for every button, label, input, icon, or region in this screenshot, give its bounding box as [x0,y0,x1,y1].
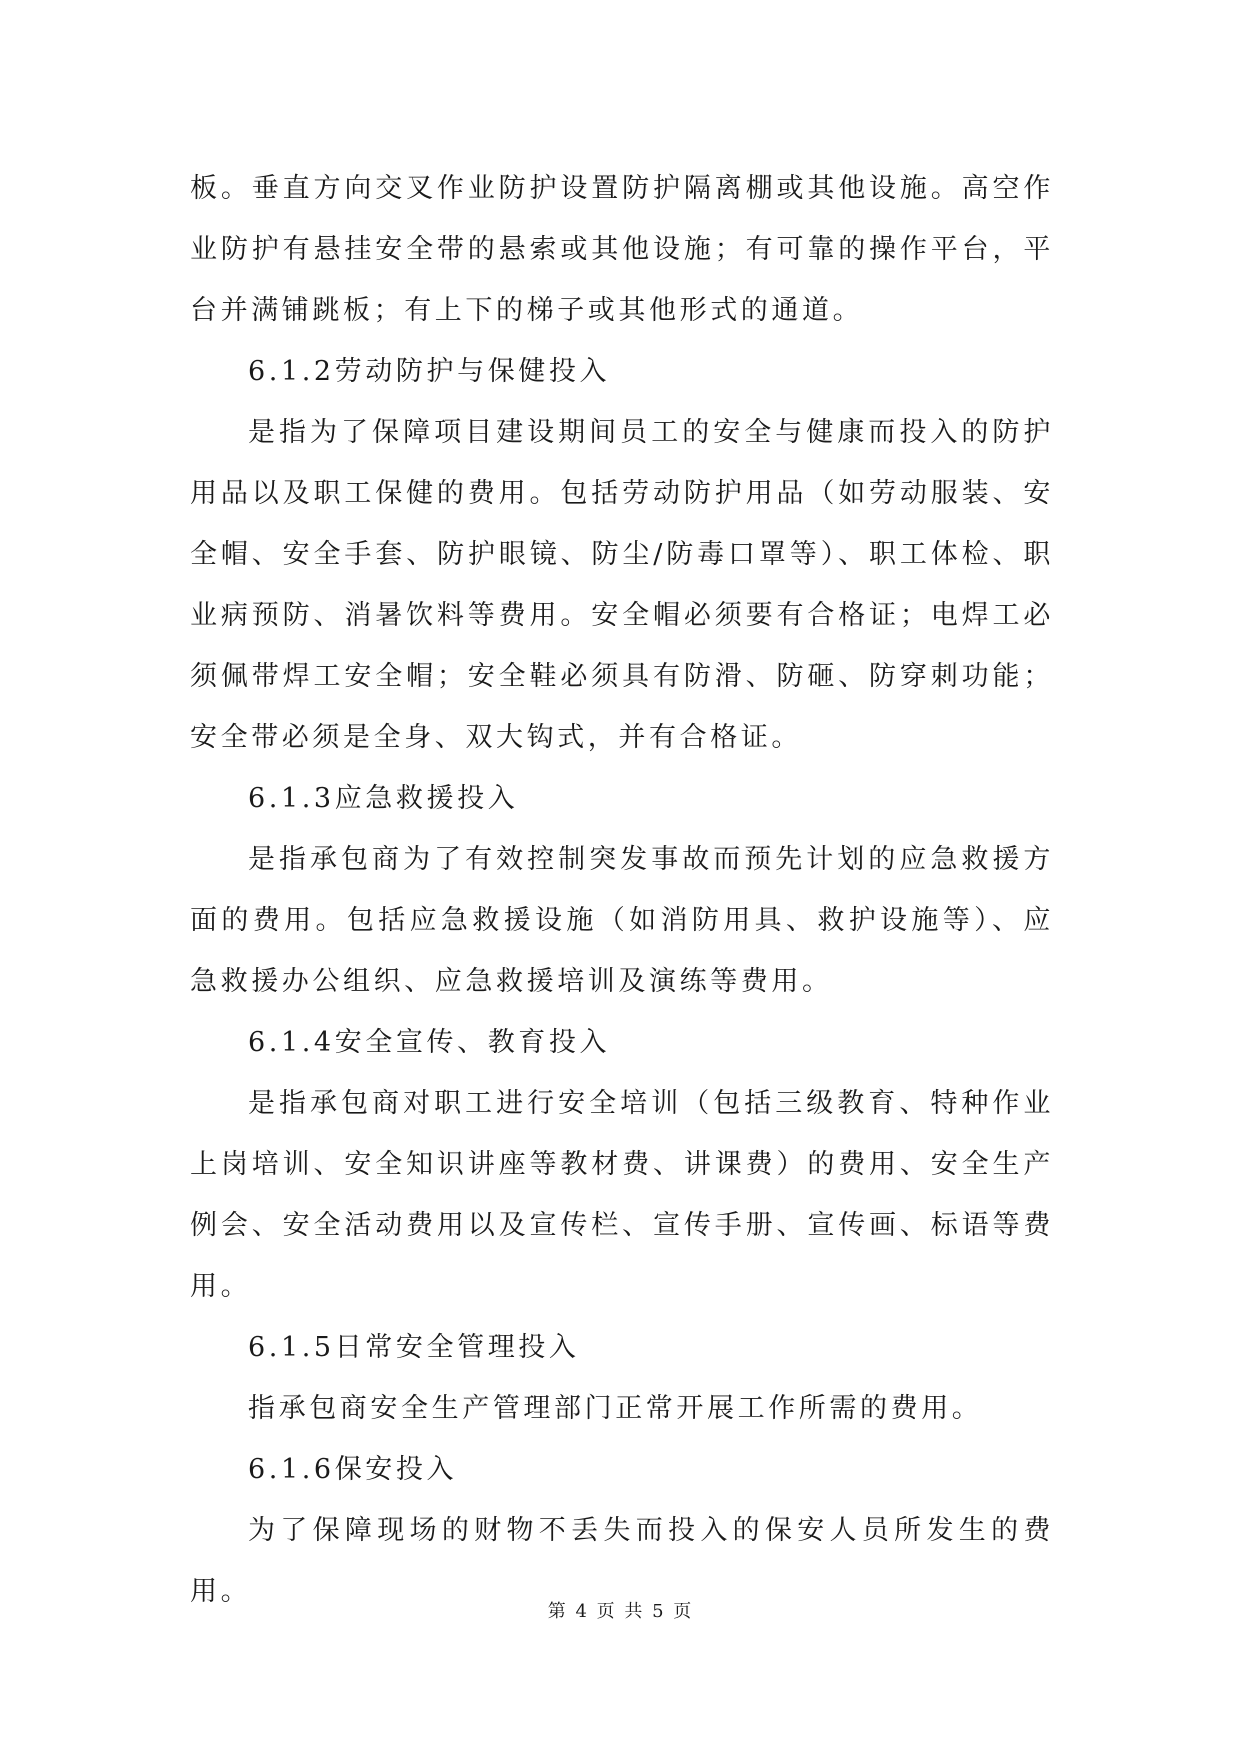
section-heading-6-1-5: 6.1.5日常安全管理投入 [248,1332,580,1363]
section-heading-6-1-6: 6.1.6保安投入 [248,1454,458,1485]
section-heading-6-1-4: 6.1.4安全宣传、教育投入 [248,1027,611,1058]
paragraph-continued: 板。垂直方向交叉作业防护设置防护隔离棚或其他设施。高空作业防护有悬挂安全带的悬索或其他设施；有可靠的操作平台，平台并满铺跳板；有上下的梯子或其他形式的通道。 [190,173,1054,326]
section-heading-6-1-2: 6.1.2劳动防护与保健投入 [248,356,611,387]
section-heading-6-1-3: 6.1.3应急救援投入 [248,783,519,814]
paragraph-emergency-rescue: 是指承包商为了有效控制突发事故而预先计划的应急救援方面的费用。包括应急救援设施（如消防用具、救护设施等）、应急救援办公组织、应急救援培训及演练等费用。 [190,844,1054,997]
paragraph-security: 为了保障现场的财物不丢失而投入的保安人员所发生的费用。 [190,1515,1054,1607]
page-number-footer: 第 4 页 共 5 页 [547,1601,694,1622]
paragraph-daily-management: 指承包商安全生产管理部门正常开展工作所需的费用。 [248,1393,983,1424]
paragraph-safety-education: 是指承包商对职工进行安全培训（包括三级教育、特种作业上岗培训、安全知识讲座等教材费、讲课费）的费用、安全生产例会、安全活动费用以及宣传栏、宣传手册、宣传画、标语等费用。 [190,1088,1054,1302]
document-body [190,158,1054,1622]
paragraph-labor-protection: 是指为了保障项目建设期间员工的安全与健康而投入的防护用品以及职工保健的费用。包括劳动防护用品（如劳动服装、安全帽、安全手套、防护眼镜、防尘/防毒口罩等）、职工体检、职业病预防、消暑饮料等费用。安全帽必须要有合格证；电焊工必须佩带焊工安全帽；安全鞋必须具有防滑、防砸、防穿刺功能；安全带必须是全身、双大钩式，并有合格证。 [190,417,1054,753]
